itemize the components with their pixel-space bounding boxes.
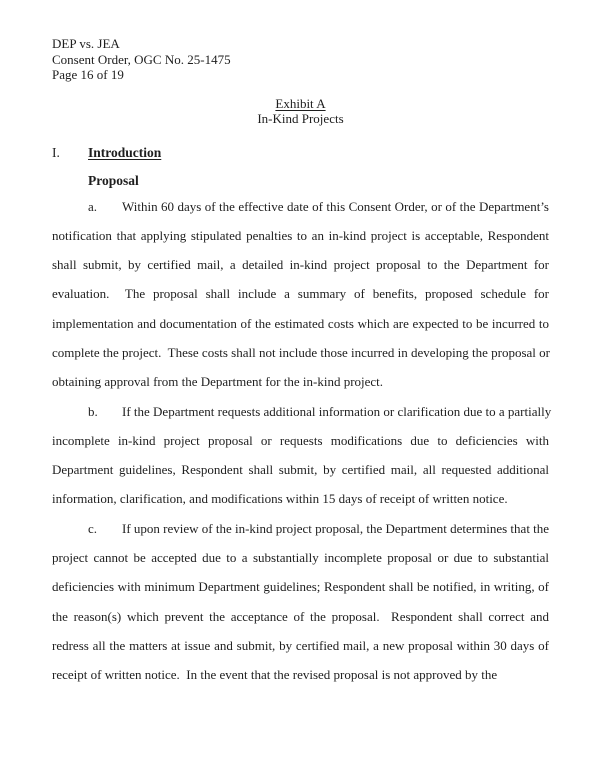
paragraph-line: project cannot be accepted due to a substantially incomplete proposal or due to substantial xyxy=(52,550,549,566)
paragraph-label: c. xyxy=(88,520,98,536)
body-paragraphs xyxy=(52,192,552,690)
paragraph-line: a. Within 60 days of the effective date of this Consent Order, or of the Department’s xyxy=(52,192,549,221)
paragraph-line: incomplete in-kind project proposal or requests modifications due to deficiencies with xyxy=(52,432,549,448)
paragraph-line: information, clarification, and modifications within 15 days of receipt of written notice. xyxy=(52,491,508,507)
paragraph-line: shall submit, by certified mail, a detailed in-kind project proposal to the Department for xyxy=(52,257,549,273)
paragraph-line: complete the project. These costs shall not include those incurred in developing the proposal or xyxy=(52,344,550,360)
section-number: I. xyxy=(52,144,60,160)
exhibit-subtitle: In-Kind Projects xyxy=(257,111,344,126)
paragraph-a xyxy=(52,192,549,397)
exhibit-title: Exhibit A xyxy=(275,95,326,111)
paragraph-line: b. If the Department requests additional information or clarification due to a partially xyxy=(52,397,549,426)
case-header xyxy=(52,36,549,83)
paragraph-label: b. xyxy=(88,403,98,419)
header-line-order-number: Consent Order, OGC No. 25-1475 xyxy=(52,51,231,67)
paragraph-c xyxy=(52,514,549,690)
subsection-heading: Proposal xyxy=(88,172,139,188)
paragraph-b xyxy=(52,397,552,514)
paragraph-line: implementation and documentation of the estimated costs which are expected to be incurred to xyxy=(52,315,549,331)
exhibit-title-block xyxy=(52,96,549,127)
paragraph-line: obtaining approval from the Department for the in-kind project. xyxy=(52,374,384,390)
section-heading xyxy=(52,145,549,161)
paragraph-label: a. xyxy=(88,198,98,214)
paragraph-line: deficiencies with minimum Department guidelines; Respondent shall be notified, in writing, of xyxy=(52,579,549,595)
header-line-page-number: Page 16 of 19 xyxy=(52,67,124,82)
paragraph-line: receipt of written notice. In the event that the revised proposal is not approved by the xyxy=(52,667,498,683)
paragraph-line: redress all the matters at issue and submit, by certified mail, a new proposal within 30 days of xyxy=(52,637,549,653)
paragraph-line: the reason(s) which prevent the acceptance of the proposal. Respondent shall correct and xyxy=(52,608,549,624)
paragraph-line: Department guidelines, Respondent shall submit, by certified mail, all requested additional xyxy=(52,462,549,478)
header-line-case: DEP vs. JEA xyxy=(52,36,120,51)
paragraph-line: evaluation. The proposal shall include a summary of benefits, proposed schedule for xyxy=(52,286,549,302)
section-title: Introduction xyxy=(88,144,162,160)
paragraph-line: c. If upon review of the in-kind project proposal, the Department determines that the xyxy=(52,514,549,543)
paragraph-line: notification that applying stipulated penalties to an in-kind project is acceptable, Respondent xyxy=(52,227,549,243)
